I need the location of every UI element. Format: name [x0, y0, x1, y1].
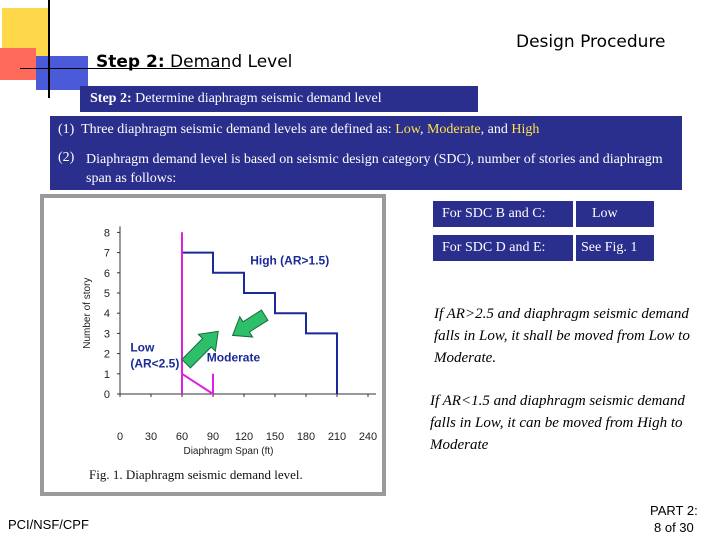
level-moderate: Moderate [426, 122, 481, 137]
figure-frame [40, 194, 386, 496]
heading-rest: Demand Level [164, 52, 293, 72]
item1-sep2: , and [480, 122, 512, 137]
criteria-item-2 [58, 150, 678, 188]
demand-level-chart [44, 198, 382, 492]
footer-org: PCI/NSF/CPF [8, 517, 89, 532]
sdc-de-condition: For SDC D and E: [433, 235, 573, 261]
sdc-bc-level: Low [576, 201, 654, 227]
step-bar-rest: Determine diaphragm seismic demand level [131, 91, 382, 106]
item2-number: (2) [58, 150, 75, 165]
y-tick-label-8: 8 [103, 227, 110, 240]
label-low: Low [130, 340, 155, 355]
x-tick-label-210: 210 [327, 431, 347, 443]
x-tick-label-30: 30 [144, 431, 158, 443]
figure-caption: Fig. 1. Diaphragm seismic demand level. [89, 467, 303, 482]
corner-blue-square [36, 56, 88, 90]
label-low-ar: (AR<2.5) [130, 356, 180, 371]
criteria-item-1 [58, 122, 539, 138]
sdc-de-level: See Fig. 1 [576, 235, 654, 261]
label-high: High (AR>1.5) [250, 253, 330, 268]
criteria-box [50, 116, 682, 190]
level-low: Low [395, 122, 420, 137]
item1-number: (1) [58, 122, 75, 137]
figure-panel [44, 198, 382, 492]
step-bar [80, 86, 478, 112]
x-tick-label-180: 180 [296, 431, 316, 443]
x-tick-label-240: 240 [358, 431, 378, 443]
heading-step: Step 2: [96, 52, 165, 72]
y-tick-label-3: 3 [103, 328, 110, 341]
y-tick-label-5: 5 [103, 288, 110, 300]
corner-red-square [0, 48, 36, 80]
y-axis-label: Number of story [82, 277, 93, 349]
boundary-moderate-low [182, 374, 213, 394]
footer-page: 8 of 30 [654, 520, 694, 535]
y-tick-label-1: 1 [103, 368, 110, 381]
item1-text: Three diaphragm seismic demand levels are defined as: [81, 122, 396, 137]
note-ar-under-1-5: If AR<1.5 and diaphragm seismic demand falls in Low, it can be moved from High to Moderate [430, 393, 685, 453]
x-axis-label: Diaphragm Span (ft) [183, 446, 274, 457]
sdc-bc-condition: For SDC B and C: [433, 201, 573, 227]
arrow-high-to-moderate-icon [233, 310, 268, 337]
item2-text: Diaphragm demand level is based on seismic design category (SDC), number of stories and diaphragm span as follows: [86, 152, 663, 186]
step-bar-bold: Step 2: [90, 91, 132, 106]
x-tick-label-150: 150 [265, 431, 285, 443]
y-tick-label-7: 7 [103, 247, 110, 260]
slide-heading [96, 52, 292, 72]
y-tick-label-6: 6 [103, 267, 110, 280]
label-moderate: Moderate [206, 350, 261, 365]
y-tick-label-4: 4 [103, 308, 110, 321]
x-tick-label-90: 90 [206, 431, 220, 443]
note-ar-over-2-5: If AR>2.5 and diaphragm seismic demand falls in Low, it shall be moved from Low to Moderate. [434, 306, 690, 366]
x-tick-label-120: 120 [234, 431, 254, 443]
level-high: High [511, 122, 540, 137]
x-tick-label-60: 60 [175, 431, 189, 443]
x-tick-label-0: 0 [116, 431, 124, 443]
section-title: Design Procedure [516, 32, 666, 52]
y-tick-label-2: 2 [103, 348, 110, 361]
item1-sep1: , [419, 122, 427, 137]
footer-part: PART 2: [650, 503, 698, 518]
corner-vertical-line [48, 0, 50, 98]
y-tick-label-0: 0 [103, 389, 110, 401]
